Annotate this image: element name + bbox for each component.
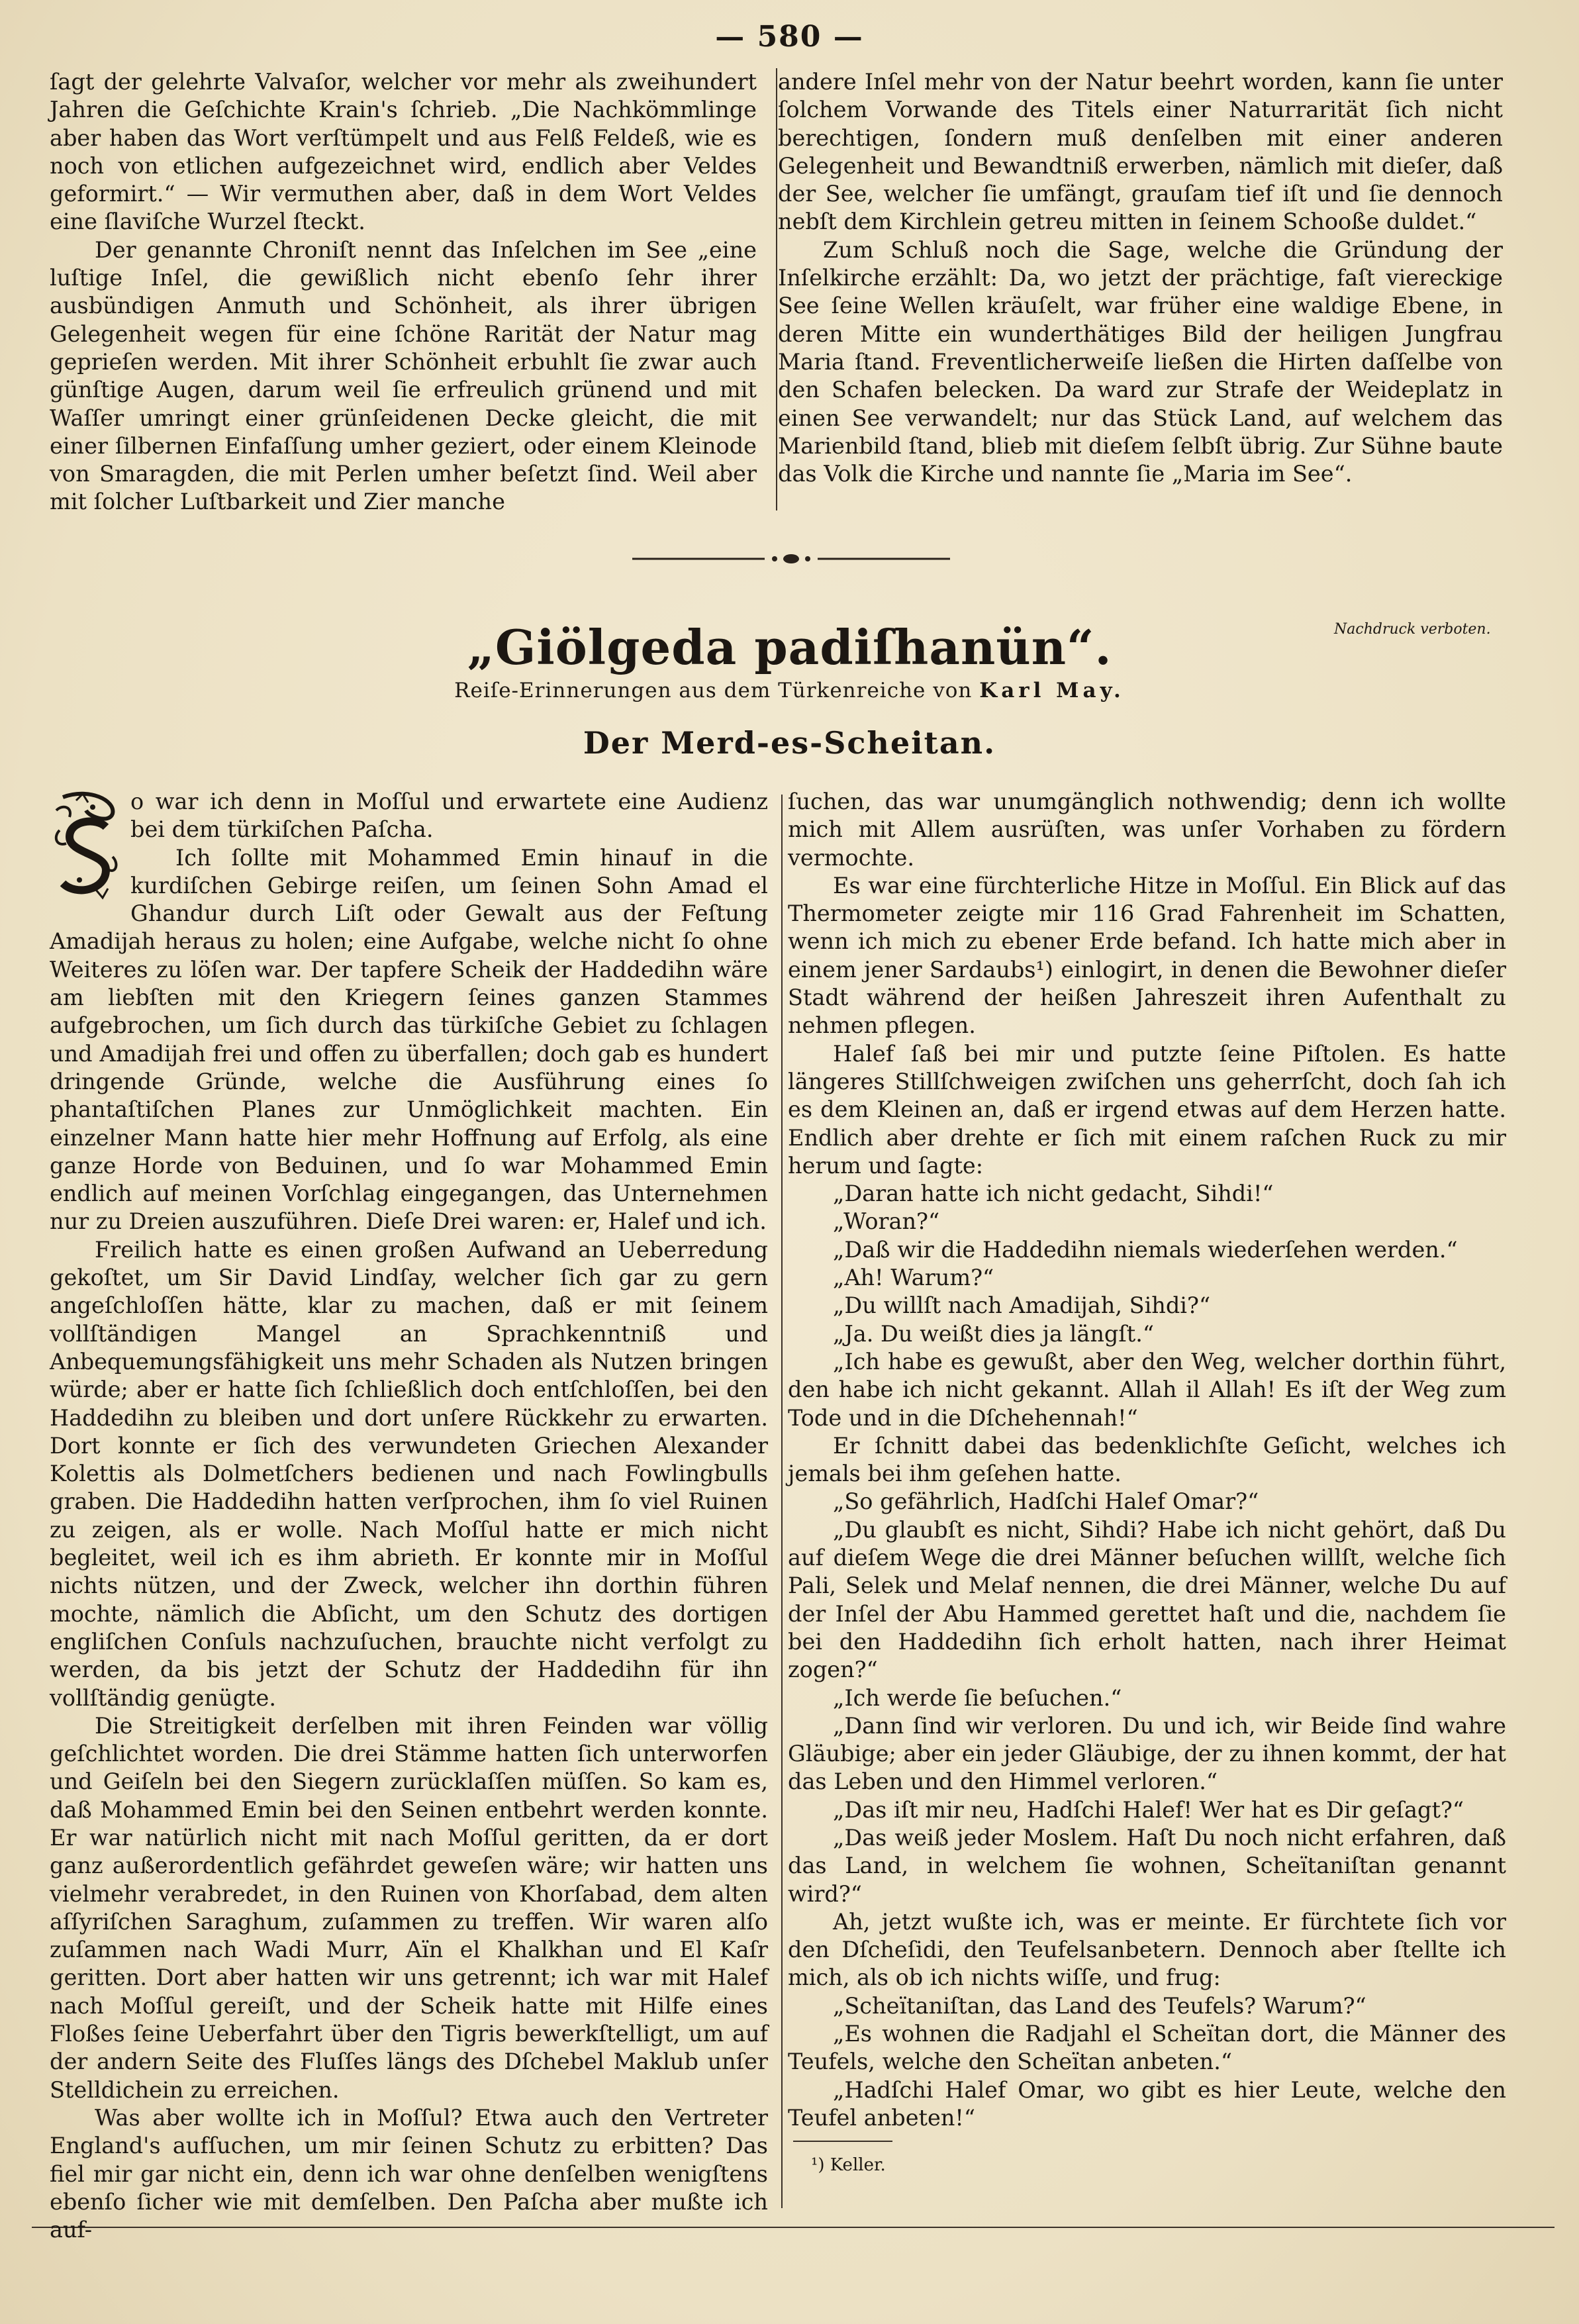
author-name: Karl May. <box>979 679 1125 702</box>
paragraph: Es war eine fürchterliche Hitze in Moſſul. Ein Blick auf das Thermometer zeigte mir 116 Grad Fahrenheit im Schatten, wenn ich mich zu ebener Erde befand. Ich hatte mich aber in einem jener Sardaubs¹) einlogirt, in denen die Bewohner dieſer Stadt während der heißen Jahreszeit ihren Aufenthalt zu nehmen pflegen. <box>788 872 1506 1039</box>
paragraph: „Es wohnen die Radjahl el Scheïtan dort, die Männer des Teufels, welche den Scheïtan anbeten.“ <box>788 2021 1506 2075</box>
paragraph: „Hadſchi Halef Omar, wo gibt es hier Leute, welche den Teufel anbeten!“ <box>788 2076 1506 2131</box>
paragraph: Freilich hatte es einen großen Aufwand an Ueberredung gekoſtet, um Sir David Lindſay, welcher ſich gar zu gern angeſchloſſen hätte, klar zu machen, daß er mit ſeinem vollſtändigen Mangel an Sprachkenntniß und Anbequemungsfähigkeit uns mehr Schaden als Nutzen bringen würde; aber er hatte ſich ſchließlich doch entſchloſſen, bei den Haddedihn zu bleiben und dort unſere Rückkehr zu erwarten. Dort konnte er ſich des verwundeten Griechen Alexander Kolettis als Dolmetſchers bedienen und nach Fowlingbulls graben. Die Haddedihn hatten verſprochen, ihm ſo viel Ruinen zu zeigen, als er wolle. Nach Moſſul hatte er mich nicht begleitet, weil ich es ihm abrieth. Er konnte mir in Moſſul nichts nützen, und der Zweck, welcher ihn dorthin führen mochte, nämlich die Abſicht, um den Schutz des dortigen engliſchen Conſuls nachzuſuchen, brauchte nicht verfolgt zu werden, da bis jetzt der Schutz der Haddedihn für ihn vollſtändig genügte. <box>50 1236 768 1711</box>
subtitle-text: Reiſe-Erinnerungen aus dem Türkenreiche von <box>454 679 973 702</box>
top-right-column <box>778 68 1503 488</box>
paragraph: Der genannte Chroniſt nennt das Inſelchen im See „eine luſtige Inſel, die gewißlich nicht ebenſo ſehr ihrer ausbündigen Anmuth und Schönheit, als ihrer übrigen Gelegenheit wegen für eine ſchöne Rarität der Natur mag geprieſen werden. Mit ihrer Schönheit erbuhlt ſie zwar auch günſtige Augen, darum weil ſie erfreulich grünend und mit Waſſer umringt einer grünſeidenen Decke gleicht, die mit einer ſilbernen Einfaſſung umher geziert, oder einem Kleinode von Smaragden, die mit Perlen umher beſetzt ſind. Weil aber mit ſolcher Luſtbarkeit und Zier manche <box>50 236 757 515</box>
paragraph: Zum Schluß noch die Sage, welche die Gründung der Inſelkirche erzählt: Da, wo jetzt der prächtige, faſt viereckige See ſeine Wellen kräuſelt, war früher eine waldige Ebene, in deren Mitte ein wunderthätiges Bild der heiligen Jungfrau Maria ſtand. Freventlicherweiſe ließen die Hirten daſſelbe von den Schafen belecken. Da ward zur Strafe der Weideplatz in einen See verwandelt; nur das Stück Land, auf welchem das Marienbild ſtand, blieb mit dieſem ſelbſt übrig. Zur Sühne baute das Volk die Kirche und nannte ſie „Maria im See“. <box>778 236 1503 487</box>
paragraph: „Das iſt mir neu, Hadſchi Halef! Wer hat es Dir geſagt?“ <box>833 1796 1464 1823</box>
first-paragraph <box>50 788 768 844</box>
paragraph: Die Streitigkeit derſelben mit ihren Feinden war völlig geſchlichtet worden. Die drei Stämme hatten ſich unterworfen und Geiſeln bei den Siegern zurücklaſſen müſſen. So kam es, daß Mohammed Emin bei den Seinen entbehrt werden konnte. Er war natürlich nicht mit nach Moſſul geritten, da er dort ganz außerordentlich gefährdet geweſen wäre; wir hatten uns vielmehr verabredet, in den Ruinen von Khorſabad, dem alten aſſyriſchen Saraghum, zuſammen zu treffen. Wir waren alſo zuſammen nach Wadi Murr, Aïn el Khalkhan und El Kaſr geritten. Dort aber hatten wir uns getrennt; ich war mit Halef nach Moſſul gereiſt, und der Scheik hatte mit Hilfe eines Floßes ſeine Ueberfahrt über den Tigris bewerkſtelligt, um auf der andern Seite des Fluſſes längs des Dſchebel Maklub unſer Stelldichein zu erreichen. <box>50 1712 768 2103</box>
paragraph: „Ich habe es gewußt, aber den Weg, welcher dorthin führt, den habe ich nicht gekannt. Allah il Allah! Es iſt der Weg zum Tode und in die Dſchehennah!“ <box>788 1348 1506 1431</box>
article-title: „Giölgeda padiſhanün“. <box>467 619 1112 675</box>
section-ornament <box>632 551 950 567</box>
paragraph: „Scheïtaniſtan, das Land des Teufels? Warum?“ <box>833 1992 1366 2019</box>
paragraph: „Ja. Du weißt dies ja längſt.“ <box>833 1320 1155 1347</box>
paragraph: ſuchen, das war unumgänglich nothwendig; denn ich wollte mich mit Allem ausrüſten, was unſer Vorhaben zu fördern vermochte. <box>788 789 1506 871</box>
chapter-heading: Der Merd-es-Scheitan. <box>583 725 996 761</box>
paragraph: „Das weiß jeder Moslem. Haſt Du noch nicht erfahren, daß das Land, in welchem ſie wohnen, Scheïtaniſtan genannt wird?“ <box>788 1824 1506 1907</box>
reprint-notice: Nachdruck verboten. <box>1334 621 1491 638</box>
article-left-column <box>50 788 768 2244</box>
paragraph: „Du glaubſt es nicht, Sihdi? Habe ich nicht gehört, daß Du auf dieſem Wege die drei Männer beſuchen willſt, welche ſich Pali, Selek und Melaf nennen, die drei Männer, welche Du auf der Inſel der Abu Hammed gerettet haſt und die, nachdem ſie bei den Haddedihn ſich erholt hatten, nach ihrer Heimat zogen?“ <box>788 1516 1506 1683</box>
paragraph: Er ſchnitt dabei das bedenklichſte Geſicht, welches ich jemals bei ihm geſehen hatte. <box>788 1432 1506 1487</box>
paragraph: „Dann ſind wir verloren. Du und ich, wir Beide ſind wahre Gläubige; aber ein jeder Gläubige, der zu ihnen kommt, der hat das Leben und den Himmel verloren.“ <box>788 1712 1506 1795</box>
paragraph: „So gefährlich, Hadſchi Halef Omar?“ <box>833 1488 1259 1515</box>
paragraph: Ah, jetzt wußte ich, was er meinte. Er fürchtete ſich vor den Dſcheſidi, den Teufelsanbetern. Dennoch aber ſtellte ich mich, als ob ich nichts wiſſe, und frug: <box>788 1908 1506 1991</box>
top-column-divider <box>776 68 777 510</box>
page-number: — 580 — <box>715 20 864 54</box>
paragraph: „Du willſt nach Amadijah, Sihdi?“ <box>833 1292 1211 1319</box>
footnote: ¹) Keller. <box>811 2155 886 2175</box>
paragraph: Ich ſollte mit Mohammed Emin hinauf in die kurdiſchen Gebirge reiſen, um ſeinen Sohn Amad el Ghandur durch Liſt oder Gewalt aus der Feſtung Amadijah heraus zu holen; eine Aufgabe, welche nicht ſo ohne Weiteres zu löſen war. Der tapfere Scheik der Haddedihn wäre am liebſten mit den Kriegern ſeines ganzen Stammes aufgebrochen, um ſich durch das türkiſche Gebiet zu ſchlagen und Amadijah frei und offen zu überfallen; doch gab es hundert dringende Gründe, welche die Ausführung eines ſo phantaſtiſchen Planes zur Unmöglichkeit machten. Ein einzelner Mann hatte hier mehr Hoffnung auf Erfolg, als eine ganze Horde von Beduinen, und ſo war Mohammed Emin endlich auf meinen Vorſchlag eingegangen, das Unternehmen nur zu Dreien auszuführen. Dieſe Drei waren: er, Halef und ich. <box>50 844 768 1235</box>
ornate-initial-s <box>50 791 124 902</box>
paragraph: „Ah! Warum?“ <box>833 1265 994 1291</box>
article-right-column <box>788 788 1506 2132</box>
paragraph: „Daran hatte ich nicht gedacht, Sihdi!“ <box>833 1181 1274 1207</box>
paragraph: „Daß wir die Haddedihn niemals wiederſehen werden.“ <box>833 1236 1458 1263</box>
paragraph: ſagt der gelehrte Valvaſor, welcher vor mehr als zweihundert Jahren die Geſchichte Krain's ſchrieb. „Die Nachkömmlinge aber haben das Wort verſtümpelt und aus Felß Feldeß, wie es noch von etlichen aufgezeichnet wird, endlich aber Veldes geformirt.“ — Wir vermuthen aber, daß in dem Wort Veldes eine ſlaviſche Wurzel ſteckt. <box>50 69 757 235</box>
paragraph: Was aber wollte ich in Moſſul? Etwa auch den Vertreter England's aufſuchen, um mir ſeinen Schutz zu erbitten? Das fiel mir gar nicht ein, denn ich war ohne denſelben wenigſtens ebenſo ſicher wie mit demſelben. Den Paſcha aber mußte ich auf- <box>50 2104 768 2243</box>
article-subtitle <box>0 679 1579 702</box>
first-paragraph-text: o war ich denn in Moſſul und erwartete eine Audienz bei dem türkiſchen Paſcha. <box>130 789 768 843</box>
paragraph: „Woran?“ <box>833 1208 940 1235</box>
footnote-rule <box>793 2141 892 2142</box>
paragraph: andere Inſel mehr von der Natur beehrt worden, kann ſie unter ſolchem Vorwande des Titels einer Naturrarität ſich nicht berechtigen, ſondern muß denſelben mit einer anderen Gelegenheit und Bewandtniß erwerben, nämlich mit dieſer, daß der See, welcher ſie umfängt, grauſam tief iſt und ſie dennoch nebſt dem Kirchlein getreu mitten in ſeinem Schooße duldet.“ <box>778 69 1503 235</box>
top-left-column <box>50 68 757 516</box>
paragraph: Halef ſaß bei mir und putzte ſeine Piſtolen. Es hatte längeres Stillſchweigen zwiſchen uns geherrſcht, doch ſah ich es dem Kleinen an, daß er irgend etwas auf dem Herzen hatte. Endlich aber drehte er ſich mit einem raſchen Ruck zu mir herum und ſagte: <box>788 1040 1506 1179</box>
paragraph: „Ich werde ſie beſuchen.“ <box>833 1684 1122 1711</box>
article-column-divider <box>781 795 783 2208</box>
